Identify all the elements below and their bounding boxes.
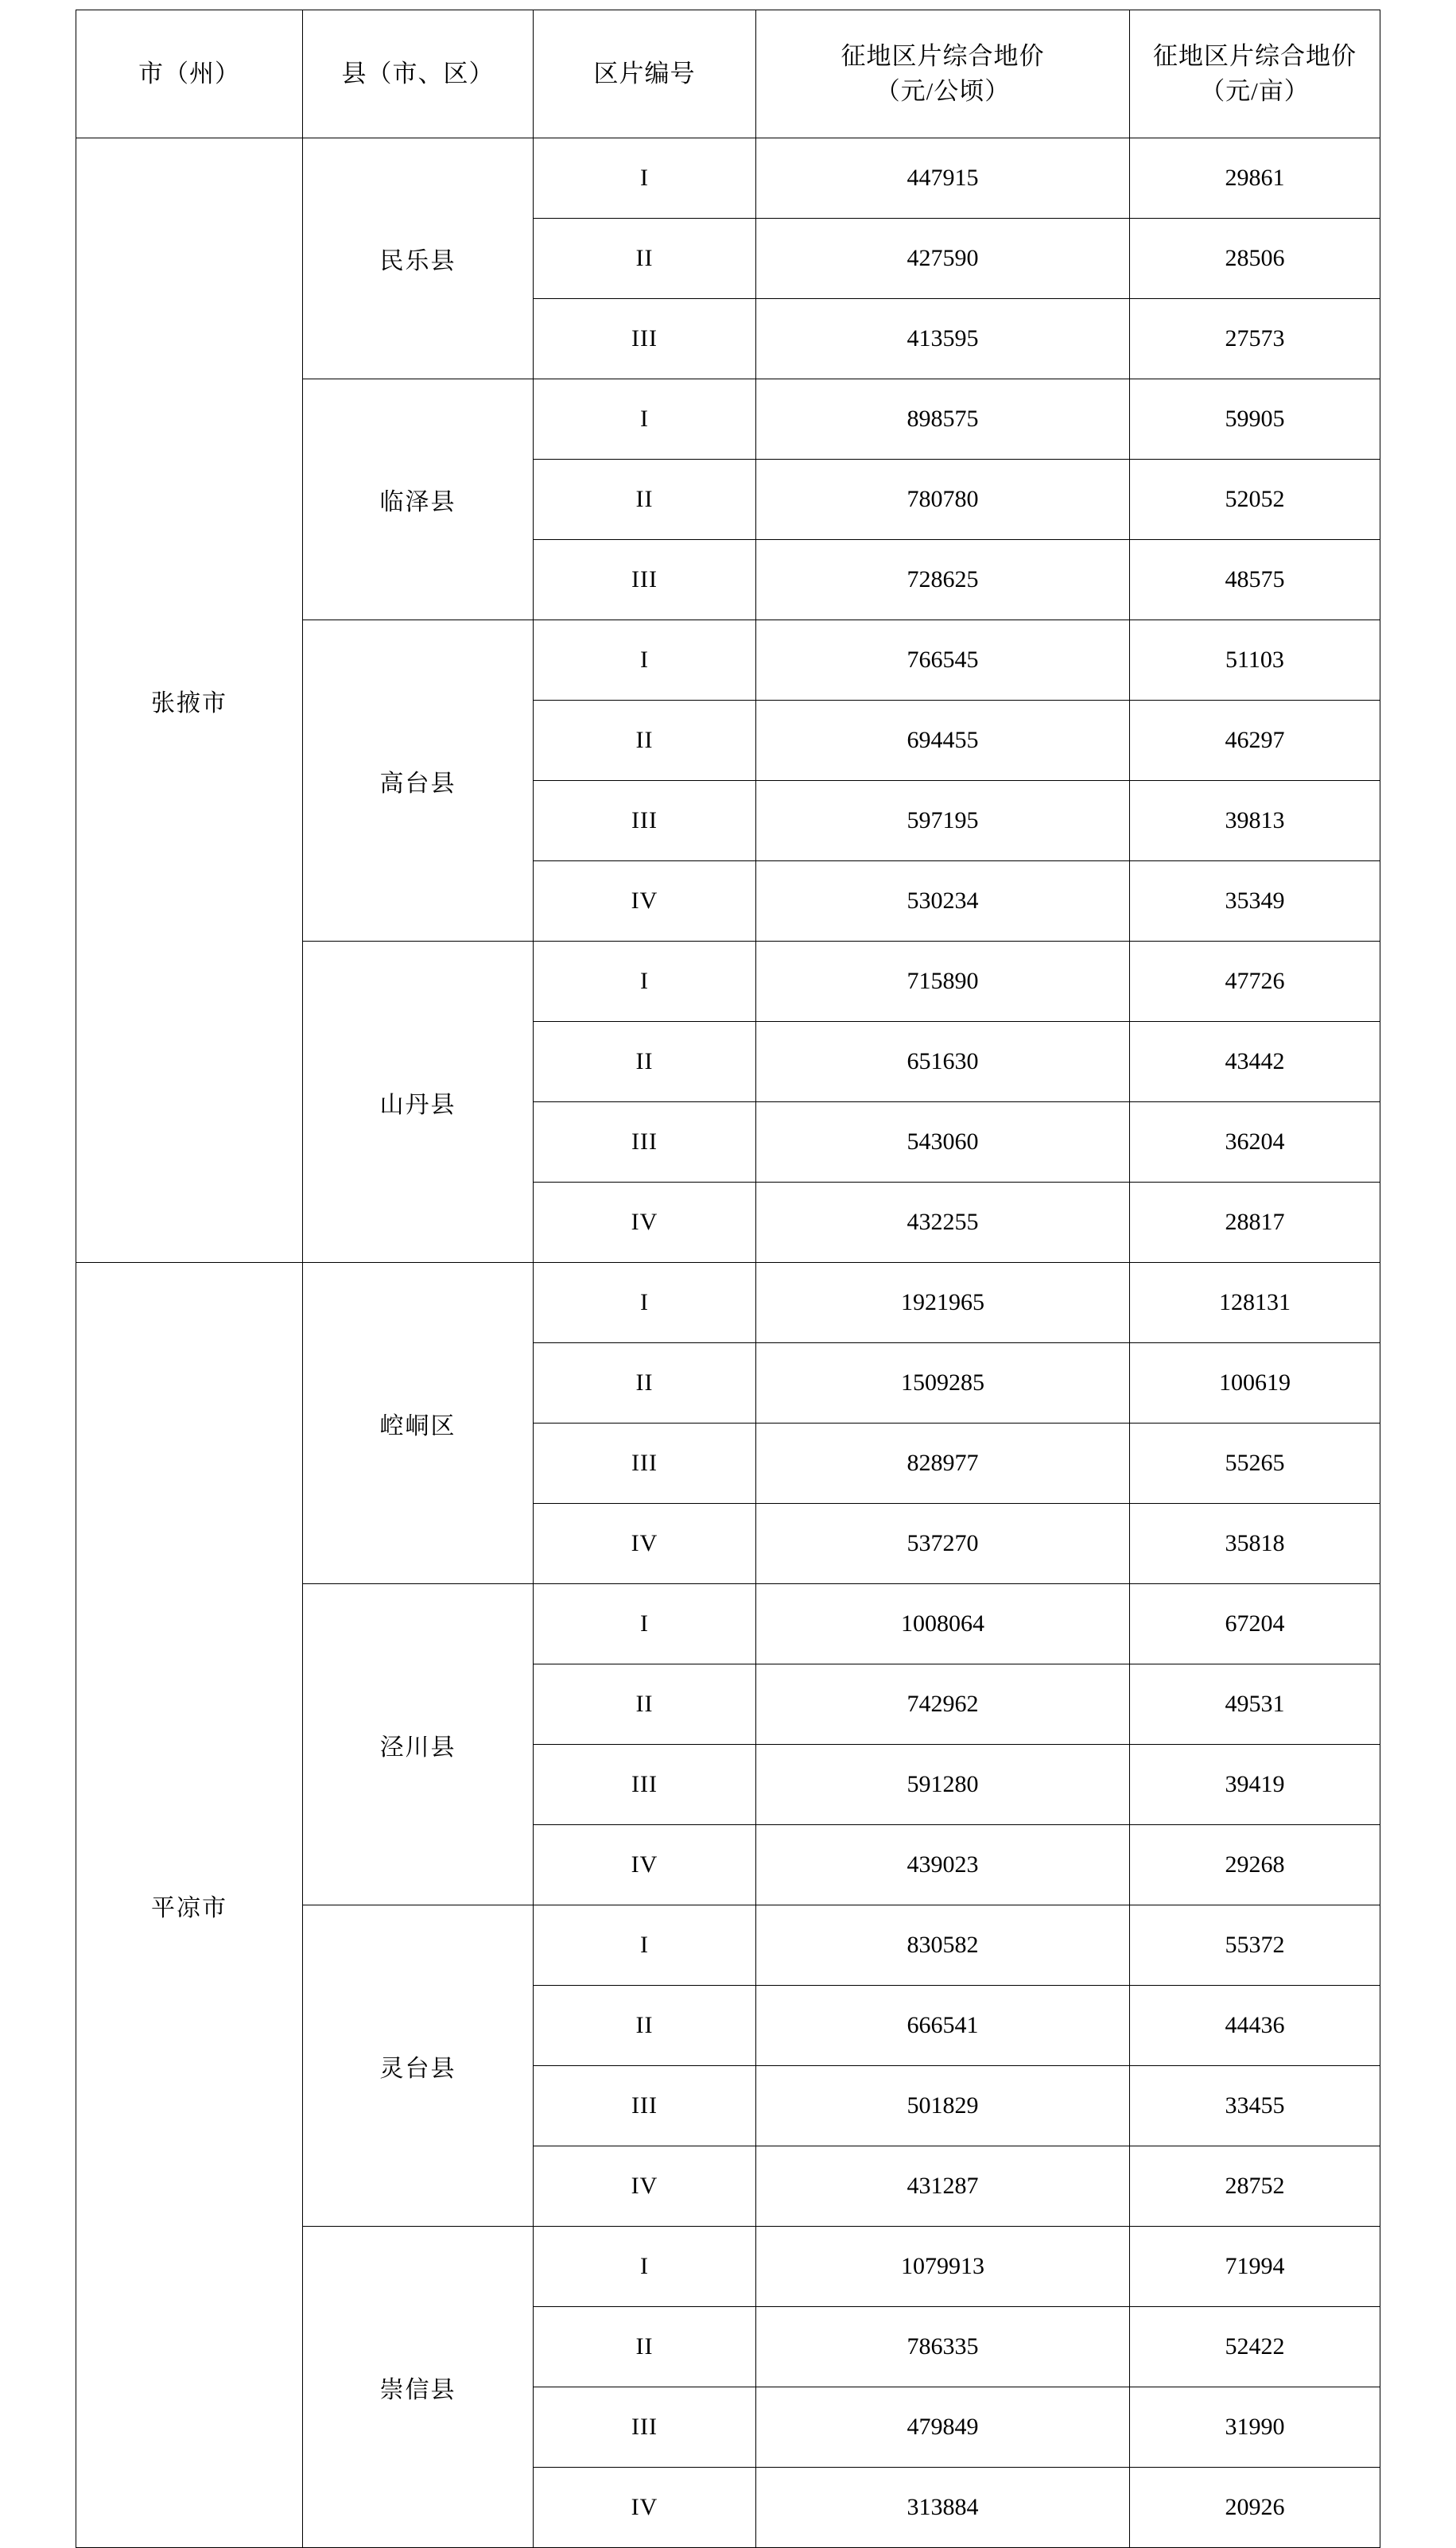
price-per-mu-cell: 27573 (1130, 299, 1380, 379)
price-per-mu-cell: 39813 (1130, 781, 1380, 861)
zone-number-cell: IV (534, 861, 756, 942)
price-per-hectare-cell: 694455 (756, 701, 1130, 781)
price-per-hectare-cell: 543060 (756, 1102, 1130, 1183)
zone-number-cell: IV (534, 1825, 756, 1905)
price-per-mu-cell: 35818 (1130, 1504, 1380, 1584)
column-header-price-per-hectare: 征地区片综合地价 （元/公顷） (756, 10, 1130, 138)
price-per-hectare-cell: 766545 (756, 620, 1130, 701)
price-per-mu-cell: 51103 (1130, 620, 1380, 701)
column-header-zone: 区片编号 (534, 10, 756, 138)
table-row (76, 138, 1380, 219)
price-per-mu-cell: 55372 (1130, 1905, 1380, 1986)
price-per-hectare-cell: 666541 (756, 1986, 1130, 2066)
table-header-row (76, 10, 1380, 138)
zone-number-cell: III (534, 540, 756, 620)
price-per-mu-cell: 33455 (1130, 2066, 1380, 2146)
price-per-hectare-cell: 1079913 (756, 2227, 1130, 2307)
price-per-mu-cell: 28817 (1130, 1183, 1380, 1263)
zone-number-cell: I (534, 1584, 756, 1664)
zone-number-cell: I (534, 379, 756, 460)
county-cell: 崆峒区 (303, 1263, 534, 1584)
zone-number-cell: IV (534, 2468, 756, 2548)
price-per-mu-cell: 67204 (1130, 1584, 1380, 1664)
zone-number-cell: IV (534, 1183, 756, 1263)
price-per-mu-cell: 39419 (1130, 1745, 1380, 1825)
price-per-mu-cell: 20926 (1130, 2468, 1380, 2548)
zone-number-cell: I (534, 2227, 756, 2307)
zone-number-cell: II (534, 460, 756, 540)
price-per-mu-cell: 59905 (1130, 379, 1380, 460)
price-per-hectare-cell: 432255 (756, 1183, 1130, 1263)
price-per-hectare-cell: 742962 (756, 1664, 1130, 1745)
zone-number-cell: I (534, 942, 756, 1022)
price-per-mu-cell: 55265 (1130, 1424, 1380, 1504)
price-per-mu-cell: 49531 (1130, 1664, 1380, 1745)
column-header-price-per-mu: 征地区片综合地价 （元/亩） (1130, 10, 1380, 138)
price-per-hectare-cell: 715890 (756, 942, 1130, 1022)
zone-number-cell: II (534, 1986, 756, 2066)
price-per-hectare-cell: 780780 (756, 460, 1130, 540)
price-per-hectare-cell: 898575 (756, 379, 1130, 460)
price-per-mu-cell: 31990 (1130, 2387, 1380, 2468)
zone-number-cell: III (534, 2387, 756, 2468)
zone-number-cell: II (534, 1664, 756, 1745)
county-cell: 高台县 (303, 620, 534, 942)
table-body (76, 138, 1380, 2548)
price-per-mu-cell: 28752 (1130, 2146, 1380, 2227)
zone-number-cell: III (534, 1424, 756, 1504)
county-cell: 崇信县 (303, 2227, 534, 2548)
price-per-hectare-cell: 479849 (756, 2387, 1130, 2468)
county-cell: 民乐县 (303, 138, 534, 379)
price-per-hectare-cell: 439023 (756, 1825, 1130, 1905)
zone-number-cell: I (534, 620, 756, 701)
zone-number-cell: III (534, 299, 756, 379)
price-per-hectare-cell: 597195 (756, 781, 1130, 861)
price-per-hectare-cell: 786335 (756, 2307, 1130, 2387)
zone-number-cell: III (534, 2066, 756, 2146)
price-per-hectare-cell: 1509285 (756, 1343, 1130, 1424)
price-per-hectare-cell: 447915 (756, 138, 1130, 219)
price-per-mu-cell: 47726 (1130, 942, 1380, 1022)
price-per-hectare-cell: 530234 (756, 861, 1130, 942)
land-price-table (76, 10, 1380, 2548)
zone-number-cell: II (534, 2307, 756, 2387)
zone-number-cell: II (534, 1022, 756, 1102)
price-per-mu-cell: 44436 (1130, 1986, 1380, 2066)
city-cell: 平凉市 (76, 1263, 303, 2548)
price-per-mu-cell: 29268 (1130, 1825, 1380, 1905)
zone-number-cell: III (534, 1102, 756, 1183)
zone-number-cell: I (534, 138, 756, 219)
zone-number-cell: III (534, 1745, 756, 1825)
zone-number-cell: II (534, 219, 756, 299)
price-per-mu-cell: 28506 (1130, 219, 1380, 299)
price-per-mu-cell: 36204 (1130, 1102, 1380, 1183)
county-cell: 泾川县 (303, 1584, 534, 1905)
price-per-hectare-cell: 728625 (756, 540, 1130, 620)
price-per-mu-cell: 128131 (1130, 1263, 1380, 1343)
county-cell: 临泽县 (303, 379, 534, 620)
zone-number-cell: III (534, 781, 756, 861)
price-per-mu-cell: 46297 (1130, 701, 1380, 781)
price-per-hectare-cell: 1008064 (756, 1584, 1130, 1664)
price-per-hectare-cell: 830582 (756, 1905, 1130, 1986)
price-per-mu-cell: 71994 (1130, 2227, 1380, 2307)
zone-number-cell: I (534, 1905, 756, 1986)
price-per-mu-cell: 52422 (1130, 2307, 1380, 2387)
price-per-hectare-cell: 501829 (756, 2066, 1130, 2146)
zone-number-cell: I (534, 1263, 756, 1343)
price-per-hectare-cell: 1921965 (756, 1263, 1130, 1343)
price-per-hectare-cell: 313884 (756, 2468, 1130, 2548)
city-cell: 张掖市 (76, 138, 303, 1263)
price-per-hectare-cell: 537270 (756, 1504, 1130, 1584)
price-per-mu-cell: 43442 (1130, 1022, 1380, 1102)
price-per-hectare-cell: 651630 (756, 1022, 1130, 1102)
price-per-hectare-cell: 431287 (756, 2146, 1130, 2227)
price-per-mu-cell: 100619 (1130, 1343, 1380, 1424)
price-per-hectare-cell: 427590 (756, 219, 1130, 299)
price-per-hectare-cell: 591280 (756, 1745, 1130, 1825)
column-header-county: 县（市、区） (303, 10, 534, 138)
price-per-hectare-cell: 828977 (756, 1424, 1130, 1504)
price-per-hectare-cell: 413595 (756, 299, 1130, 379)
zone-number-cell: IV (534, 1504, 756, 1584)
price-per-mu-cell: 48575 (1130, 540, 1380, 620)
county-cell: 山丹县 (303, 942, 534, 1263)
zone-number-cell: II (534, 701, 756, 781)
zone-number-cell: II (534, 1343, 756, 1424)
price-per-mu-cell: 29861 (1130, 138, 1380, 219)
table-header (76, 10, 1380, 138)
price-per-mu-cell: 52052 (1130, 460, 1380, 540)
county-cell: 灵台县 (303, 1905, 534, 2227)
price-per-mu-cell: 35349 (1130, 861, 1380, 942)
column-header-city: 市（州） (76, 10, 303, 138)
zone-number-cell: IV (534, 2146, 756, 2227)
table-row (76, 1263, 1380, 1343)
